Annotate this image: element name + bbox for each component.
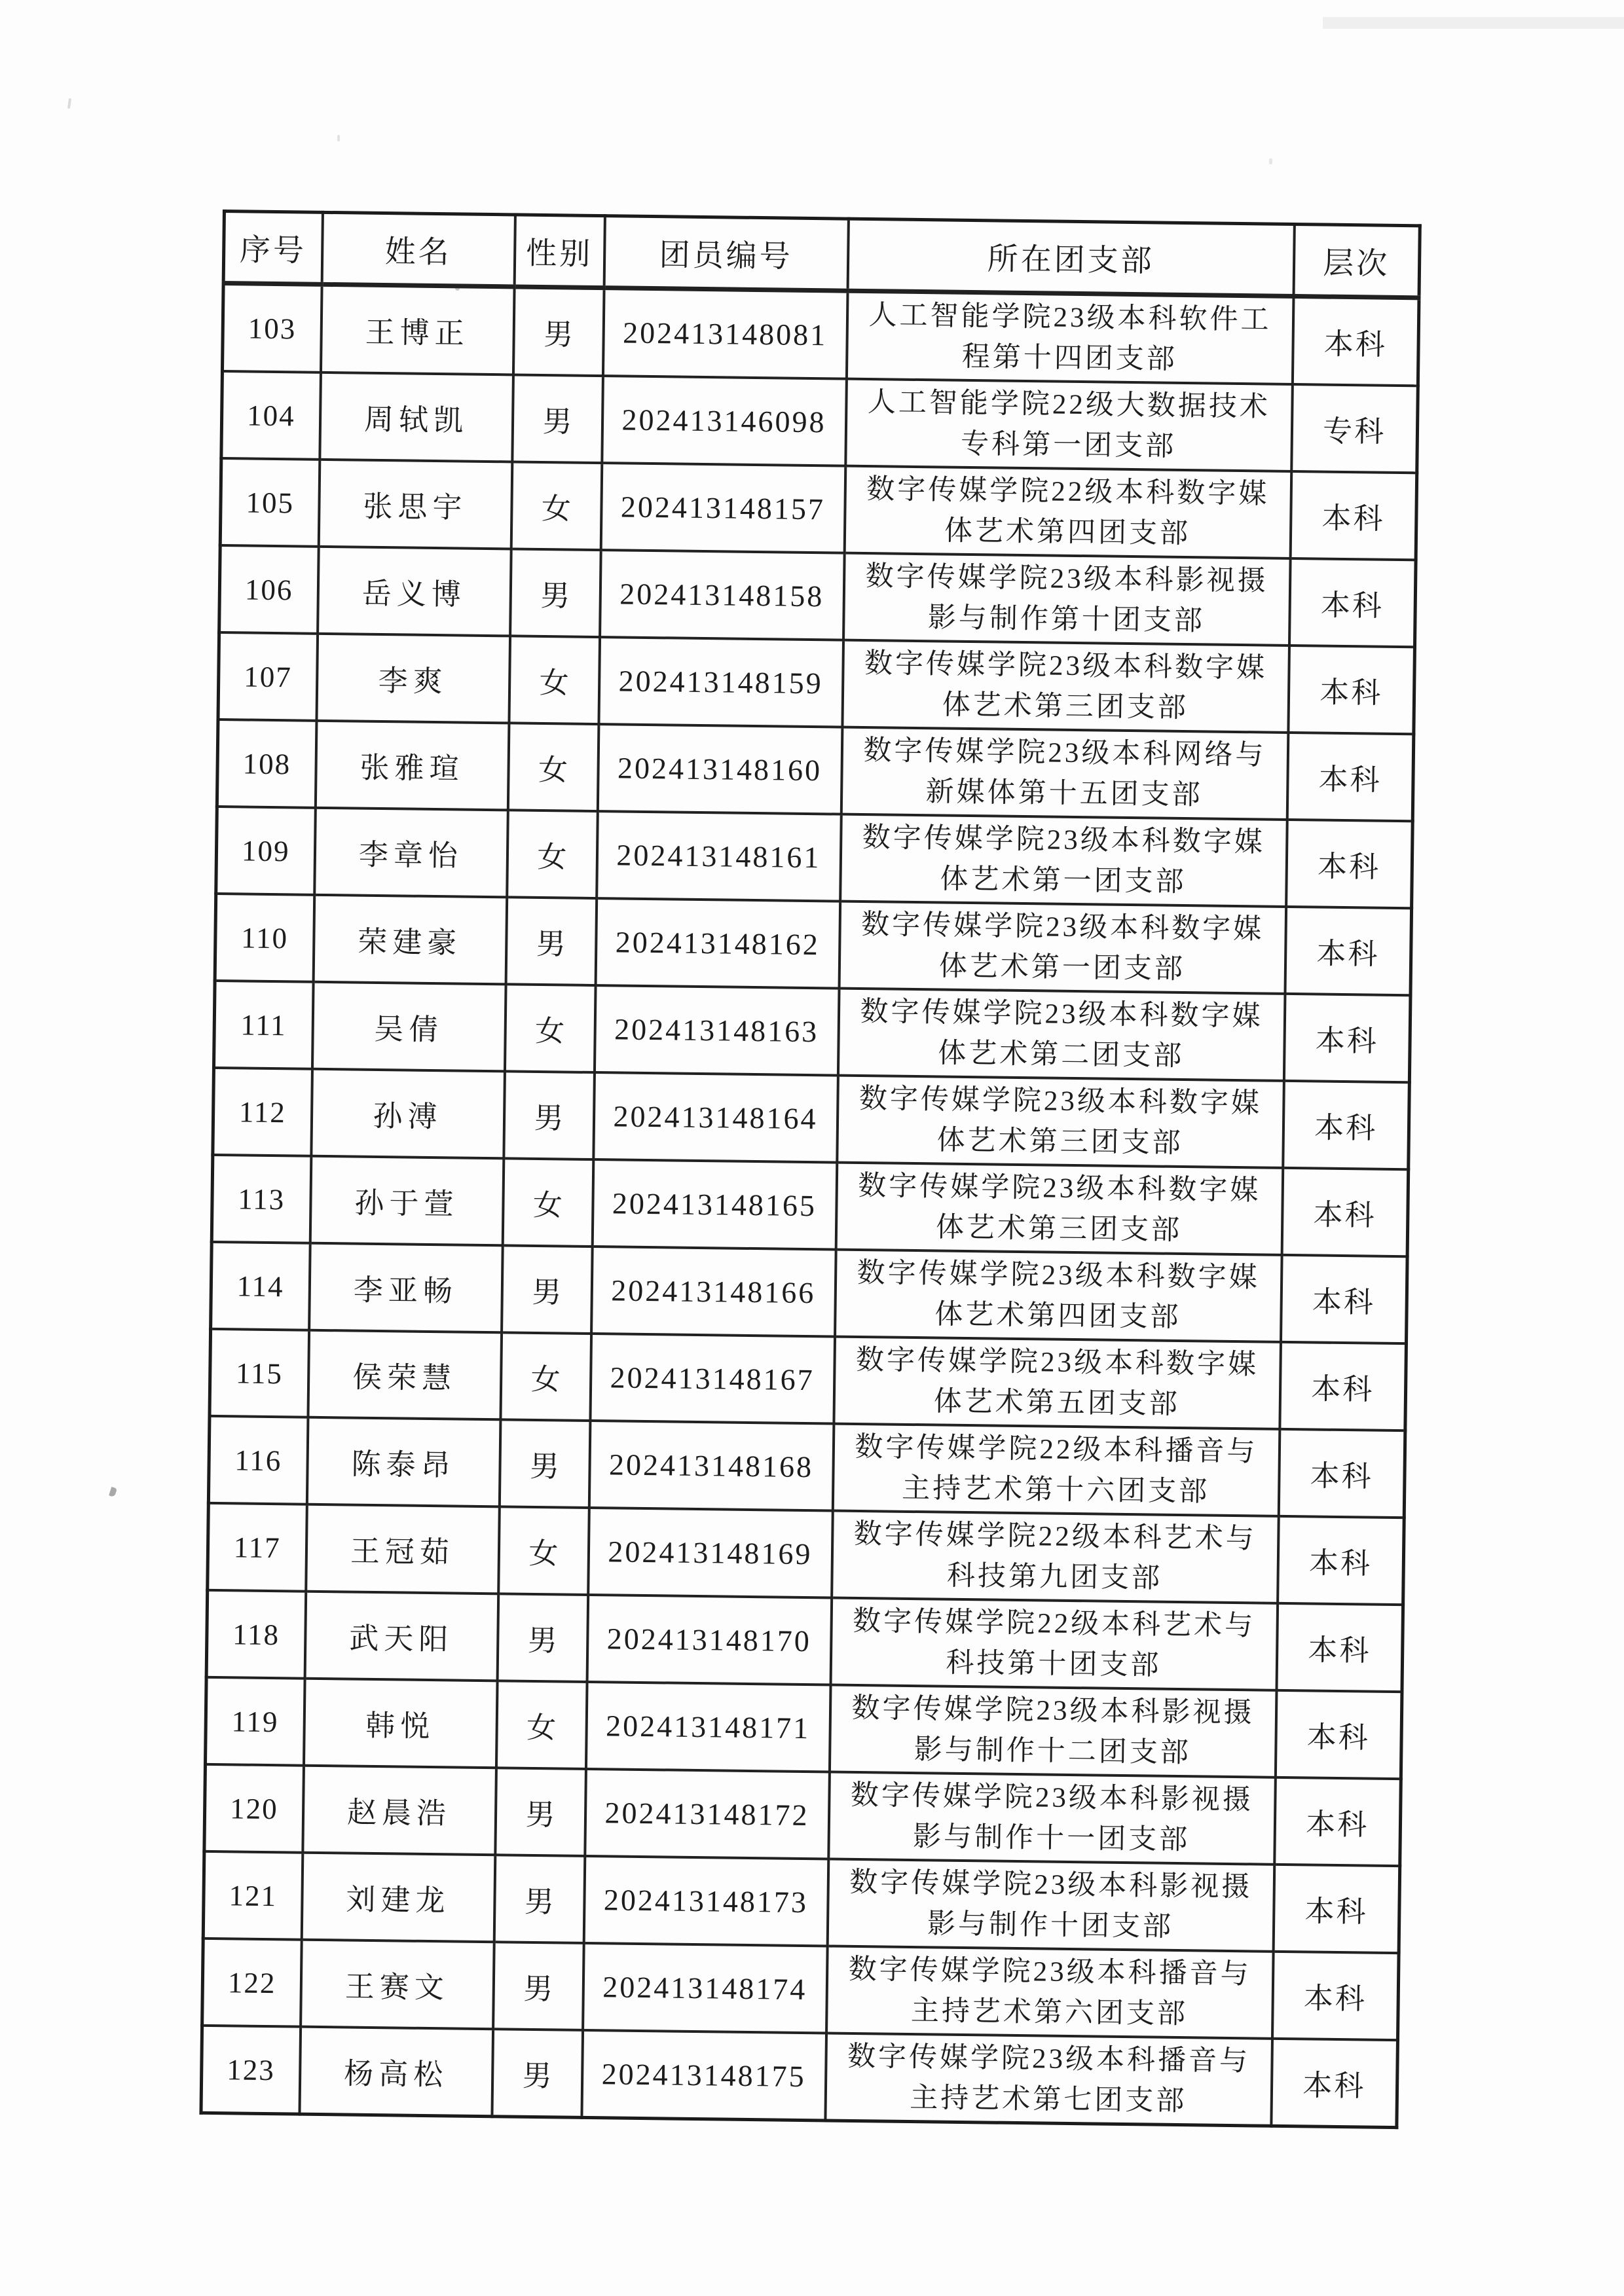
cell-gender: 女	[502, 1158, 593, 1247]
cell-branch: 数字传媒学院22级本科数字媒 体艺术第四团支部	[844, 466, 1291, 558]
table-row	[210, 1329, 1406, 1430]
cell-member_id: 202413148163	[594, 985, 839, 1076]
cell-gender: 女	[498, 1506, 589, 1595]
cell-name: 杨高松	[299, 2027, 493, 2117]
table-row	[220, 458, 1416, 560]
cell-member_id: 202413148164	[593, 1072, 838, 1163]
cell-member_id: 202413148160	[597, 724, 842, 814]
members-table	[199, 210, 1421, 2129]
cell-gender: 男	[510, 549, 601, 637]
cell-member_id: 202413148174	[583, 1943, 828, 2033]
cell-member_id: 202413148175	[581, 2030, 826, 2121]
table-row	[213, 1068, 1409, 1169]
cell-member_id: 202413148166	[591, 1247, 836, 1337]
cell-branch: 数字传媒学院23级本科影视摄 影与制作十团支部	[827, 1859, 1274, 1951]
cell-no: 113	[212, 1155, 311, 1243]
cell-member_id: 202413148169	[588, 1508, 833, 1598]
table-row	[221, 371, 1418, 473]
cell-branch: 数字传媒学院22级本科艺术与 科技第九团支部	[832, 1511, 1279, 1603]
cell-branch: 数字传媒学院23级本科播音与 主持艺术第六团支部	[826, 1946, 1274, 2038]
cell-branch: 数字传媒学院23级本科数字媒 体艺术第五团支部	[834, 1337, 1281, 1429]
cell-no: 112	[213, 1068, 312, 1156]
cell-name: 张雅瑄	[315, 721, 509, 811]
cell-branch: 数字传媒学院23级本科影视摄 影与制作十二团支部	[829, 1685, 1276, 1777]
cell-gender: 男	[492, 2029, 583, 2117]
cell-level: 本科	[1283, 994, 1411, 1082]
cell-no: 115	[210, 1329, 309, 1417]
table-row	[211, 1242, 1407, 1343]
cell-gender: 女	[500, 1332, 591, 1421]
cell-no: 116	[208, 1416, 308, 1504]
cell-name: 孙溥	[311, 1069, 505, 1159]
cell-no: 114	[211, 1242, 310, 1330]
cell-branch: 人工智能学院23级本科软件工 程第十四团支部	[846, 291, 1293, 384]
scan-speck	[337, 135, 340, 141]
cell-name: 王博正	[320, 284, 514, 374]
cell-no: 111	[213, 981, 313, 1069]
table-row	[219, 545, 1416, 647]
cell-level: 本科	[1275, 1690, 1402, 1779]
cell-gender: 男	[512, 374, 603, 463]
cell-no: 121	[203, 1851, 303, 1940]
cell-member_id: 202413148173	[583, 1856, 828, 1946]
cell-gender: 男	[502, 1245, 593, 1334]
cell-name: 王赛文	[301, 1940, 494, 2030]
table-row	[205, 1677, 1401, 1779]
cell-level: 本科	[1273, 1865, 1400, 1953]
scan-speck	[109, 1487, 117, 1497]
cell-level: 本科	[1289, 558, 1416, 647]
table-row	[213, 981, 1410, 1082]
cell-no: 123	[201, 2026, 301, 2114]
cell-member_id: 202413148161	[597, 811, 841, 902]
cell-gender: 女	[496, 1681, 587, 1769]
table-row	[212, 1155, 1408, 1256]
cell-gender: 女	[504, 984, 595, 1072]
cell-name: 刘建龙	[301, 1853, 495, 1942]
table-wrap	[199, 210, 1421, 2129]
cell-name: 李亚畅	[309, 1243, 503, 1333]
cell-branch: 数字传媒学院23级本科网络与 新媒体第十五团支部	[841, 727, 1288, 820]
cell-no: 110	[215, 894, 314, 982]
cell-gender: 男	[506, 897, 597, 985]
table-row	[208, 1416, 1405, 1518]
cell-name: 赵晨浩	[303, 1766, 496, 1855]
table-row	[208, 1503, 1404, 1605]
column-header-5: 层次	[1293, 224, 1420, 297]
table-row	[203, 1851, 1399, 1953]
cell-gender: 男	[494, 1855, 585, 1943]
cell-no: 117	[208, 1503, 307, 1592]
cell-member_id: 202413148158	[600, 550, 845, 640]
scan-artifact-band	[1323, 17, 1624, 29]
table-row	[204, 1764, 1401, 1866]
cell-name: 岳义博	[318, 547, 511, 636]
cell-branch: 数字传媒学院23级本科数字媒 体艺术第二团支部	[838, 989, 1285, 1081]
cell-name: 周轼凯	[320, 373, 513, 462]
cell-gender: 女	[509, 636, 600, 724]
cell-no: 120	[204, 1764, 304, 1853]
cell-branch: 数字传媒学院23级本科数字媒 体艺术第三团支部	[837, 1076, 1284, 1168]
cell-member_id: 202413148081	[602, 288, 847, 379]
cell-level: 本科	[1283, 1081, 1410, 1169]
cell-branch: 数字传媒学院23级本科数字媒 体艺术第一团支部	[839, 902, 1286, 994]
cell-branch: 数字传媒学院22级本科播音与 主持艺术第十六团支部	[832, 1424, 1280, 1516]
column-header-4: 所在团支部	[847, 219, 1294, 296]
cell-no: 122	[202, 1939, 302, 2027]
cell-name: 王冠茹	[306, 1504, 500, 1594]
cell-gender: 男	[504, 1071, 595, 1159]
cell-name: 李章怡	[314, 808, 508, 898]
cell-name: 陈泰昂	[306, 1417, 500, 1507]
cell-branch: 数字传媒学院22级本科艺术与 科技第十团支部	[830, 1598, 1278, 1690]
cell-level: 本科	[1280, 1255, 1407, 1343]
cell-name: 侯荣慧	[308, 1330, 502, 1420]
cell-name: 武天阳	[304, 1592, 498, 1681]
cell-branch: 数字传媒学院23级本科影视摄 影与制作第十团支部	[843, 553, 1291, 646]
cell-member_id: 202413148172	[585, 1769, 830, 1859]
cell-gender: 男	[493, 1942, 584, 2030]
cell-member_id: 202413148170	[587, 1595, 832, 1685]
cell-level: 本科	[1282, 1168, 1409, 1256]
cell-branch: 数字传媒学院23级本科影视摄 影与制作十一团支部	[828, 1772, 1276, 1864]
table-body	[201, 283, 1419, 2128]
cell-level: 本科	[1271, 2039, 1398, 2128]
cell-level: 本科	[1276, 1603, 1403, 1692]
cell-no: 105	[220, 458, 320, 547]
cell-level: 本科	[1272, 1952, 1399, 2040]
cell-gender: 女	[507, 723, 599, 811]
cell-level: 本科	[1292, 296, 1419, 386]
cell-no: 108	[217, 720, 316, 808]
cell-name: 韩悦	[303, 1679, 497, 1768]
scan-speck	[67, 98, 71, 109]
cell-no: 107	[218, 632, 318, 721]
cell-level: 本科	[1285, 907, 1412, 995]
table-row	[216, 807, 1412, 908]
cell-name: 张思宇	[318, 460, 512, 549]
cell-no: 103	[222, 283, 322, 373]
cell-gender: 男	[499, 1419, 590, 1508]
cell-member_id: 202413148157	[600, 463, 845, 553]
cell-branch: 数字传媒学院23级本科数字媒 体艺术第三团支部	[836, 1163, 1283, 1255]
cell-gender: 男	[495, 1768, 586, 1856]
cell-level: 本科	[1278, 1516, 1405, 1605]
cell-branch: 数字传媒学院23级本科数字媒 体艺术第三团支部	[842, 640, 1289, 733]
cell-level: 本科	[1280, 1342, 1407, 1430]
scan-speck	[1269, 158, 1272, 164]
column-header-1: 姓名	[322, 212, 515, 287]
cell-no: 104	[221, 371, 321, 460]
cell-member_id: 202413148159	[599, 637, 843, 727]
cell-name: 李爽	[316, 634, 510, 723]
cell-name: 孙于萱	[310, 1156, 504, 1246]
cell-branch: 数字传媒学院23级本科数字媒 体艺术第四团支部	[835, 1250, 1282, 1342]
cell-branch: 数字传媒学院23级本科播音与 主持艺术第七团支部	[825, 2033, 1272, 2126]
cell-level: 专科	[1291, 384, 1418, 473]
cell-level: 本科	[1274, 1777, 1401, 1866]
table-row	[202, 1939, 1399, 2040]
column-header-3: 团员编号	[604, 216, 848, 291]
cell-no: 106	[219, 545, 319, 634]
cell-member_id: 202413148168	[589, 1421, 834, 1511]
cell-branch: 数字传媒学院23级本科数字媒 体艺术第一团支部	[840, 814, 1287, 907]
cell-member_id: 202413148162	[595, 898, 840, 989]
cell-gender: 男	[497, 1594, 588, 1682]
table-row	[206, 1590, 1403, 1692]
cell-level: 本科	[1278, 1429, 1405, 1518]
cell-member_id: 202413148165	[592, 1159, 837, 1250]
cell-no: 119	[205, 1677, 304, 1766]
table-row	[217, 720, 1413, 821]
cell-level: 本科	[1290, 471, 1417, 560]
table-row	[201, 2026, 1397, 2128]
column-header-0: 序号	[223, 211, 322, 285]
cell-no: 118	[206, 1590, 306, 1679]
cell-gender: 男	[513, 287, 604, 376]
cell-gender: 女	[507, 810, 598, 898]
cell-level: 本科	[1286, 820, 1413, 908]
cell-member_id: 202413146098	[602, 376, 847, 466]
table-row	[215, 894, 1411, 995]
column-header-2: 性别	[514, 215, 604, 288]
cell-name: 荣建豪	[313, 895, 507, 985]
cell-member_id: 202413148171	[585, 1682, 830, 1772]
cell-level: 本科	[1287, 733, 1414, 821]
cell-branch: 人工智能学院22级大数据技术 专科第一团支部	[845, 379, 1293, 471]
cell-no: 109	[216, 807, 316, 895]
cell-member_id: 202413148167	[590, 1334, 835, 1424]
table-row	[222, 283, 1419, 386]
cell-gender: 女	[511, 462, 602, 550]
cell-level: 本科	[1288, 646, 1415, 734]
cell-name: 吴倩	[312, 982, 506, 1072]
table-row	[218, 632, 1414, 734]
